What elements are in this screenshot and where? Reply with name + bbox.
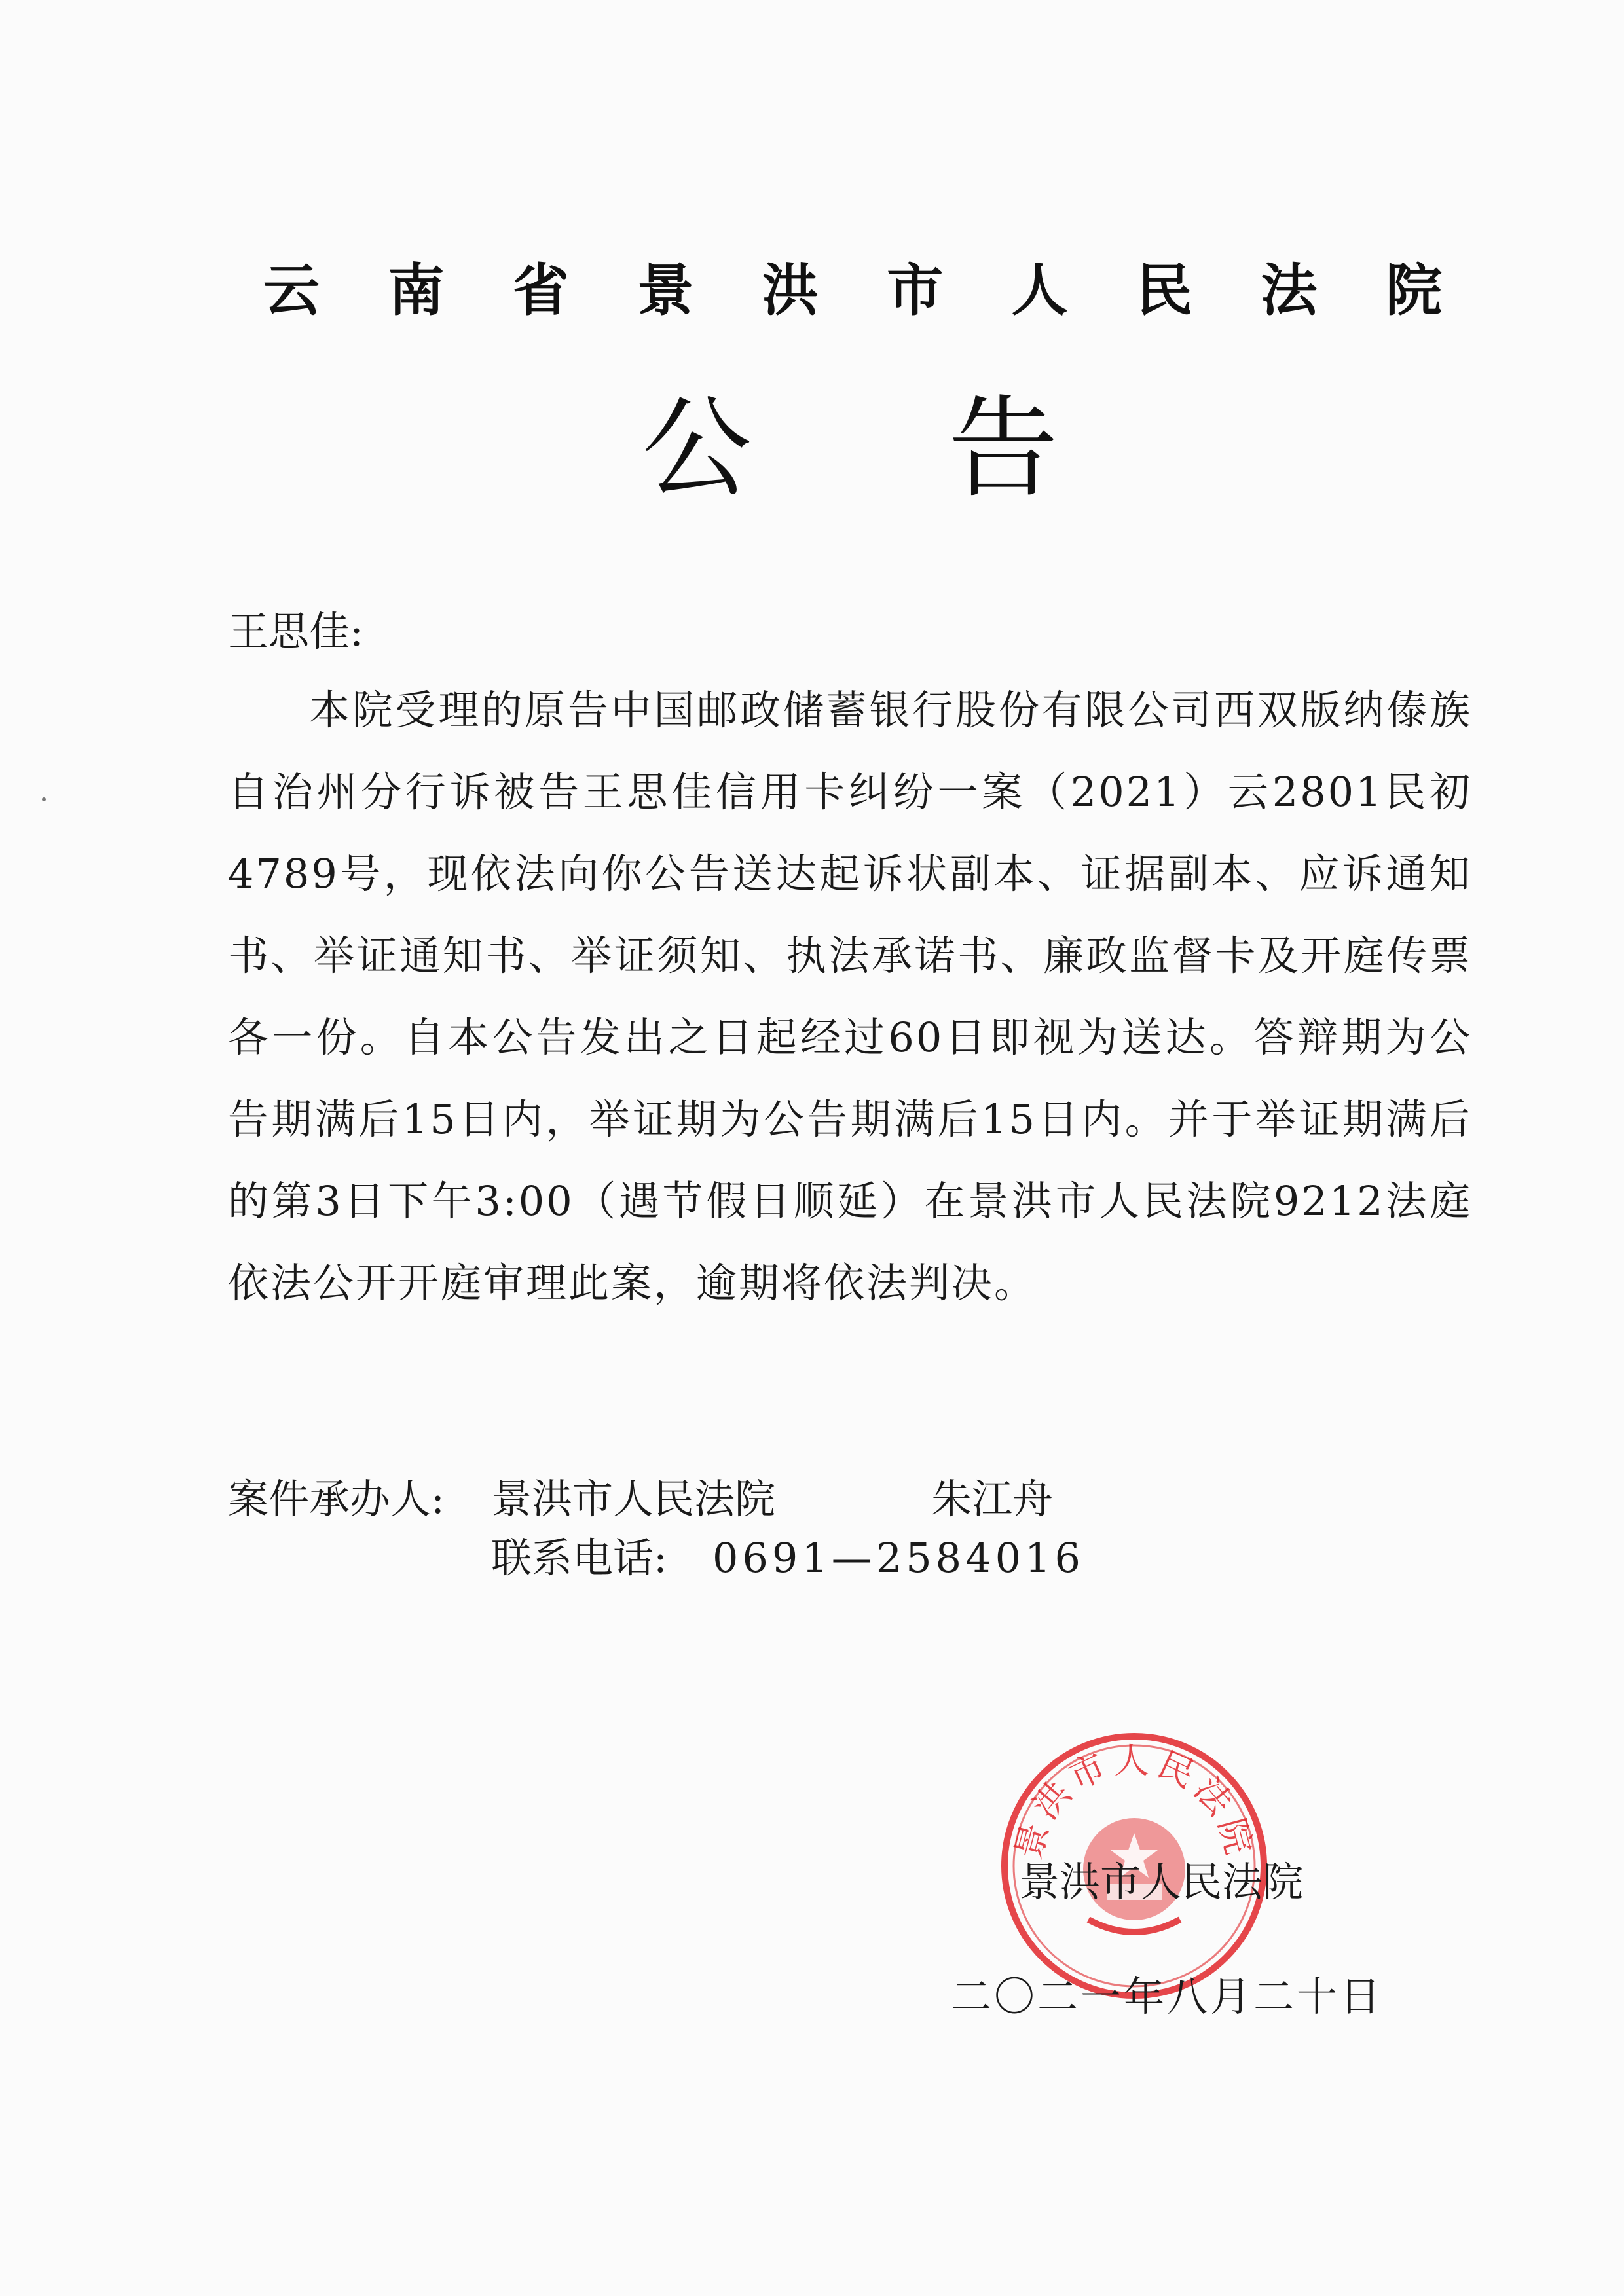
scan-speck [42,797,46,801]
header-char: 法 [1261,258,1318,323]
title-char: 告 [948,384,1058,513]
addressee: 王思佳: [228,608,363,655]
header-char: 院 [1385,258,1442,323]
case-handler-name: 朱江舟 [931,1475,1054,1523]
header-char: 省 [512,258,569,323]
signature-date: 二〇二一年八月二十日 [951,1973,1384,2020]
document-title [642,386,1058,511]
phone-label: 联系电话: [491,1534,667,1582]
header-char: 人 [1011,258,1068,323]
header-char: 景 [637,258,694,323]
header-char: 市 [887,258,944,323]
header-char: 云 [263,258,320,323]
title-char: 公 [642,384,752,513]
court-header [263,251,1442,330]
phone-number: 0691—2584016 [712,1534,1084,1582]
header-char: 洪 [762,258,819,323]
header-char: 民 [1136,258,1193,323]
case-handler-court: 景洪市人民法院 [491,1475,776,1523]
seal-text: 景洪市人民法院 [1007,1740,1261,1864]
case-handler-label: 案件承办人: [228,1475,445,1523]
header-char: 南 [388,258,445,323]
announcement-body: 本院受理的原告中国邮政储蓄银行股份有限公司西双版纳傣族自治州分行诉被告王思佳信用卡纠纷一案（2021）云2801民初4789号，现依法向你公告送达起诉状副本、证据副本、应诉通知书、举证通知书、举证须知、执法承诺书、廉政监督卡及开庭传票各一份。自本公告发出之日起经过60日即视为送达。答辩期为公告期满后15日内，举证期为公告期满后15日内。并于举证期满后的第3日下午3:00（遇节假日顺延）在景洪市人民法院9212法庭依法公开开庭审理此案，逾期将依法判决。 [228,686,1472,1307]
signature-court: 景洪市人民法院 [1019,1858,1304,1906]
